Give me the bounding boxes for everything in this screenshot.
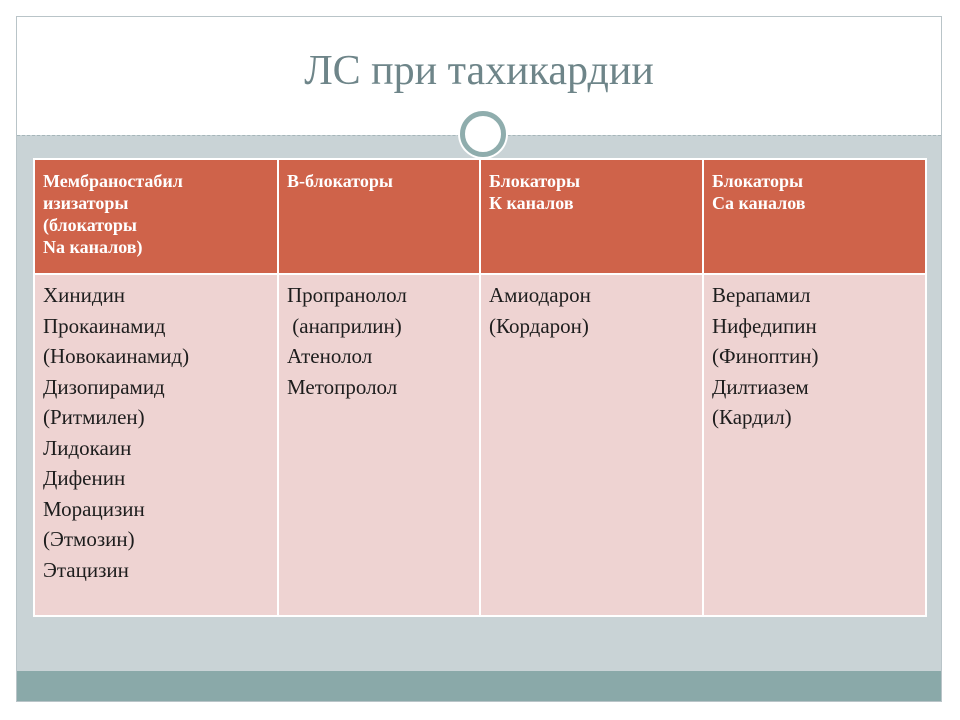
drug-name: Верапамил	[712, 283, 811, 307]
drug-name: (Кордарон)	[489, 313, 589, 338]
drug-name: Дилтиазем	[712, 374, 809, 399]
header-k-channel-blockers	[480, 159, 703, 274]
header-line: К каналов	[489, 193, 574, 213]
drug-name: (Новокаинамид)	[43, 344, 190, 368]
footer-band	[17, 671, 941, 701]
cell-k-channel-blockers	[480, 274, 703, 616]
cell-ca-channel-blockers	[703, 274, 926, 616]
drug-name: Пропранолол	[287, 283, 407, 307]
header-line: Са каналов	[712, 193, 806, 213]
drug-name: (Кардил)	[712, 405, 792, 429]
drug-name: Атенолол	[287, 344, 373, 368]
drug-name: Дизопирамид	[43, 374, 165, 399]
header-line: Мембраностабил	[43, 171, 183, 191]
table-header-row	[34, 159, 926, 274]
drug-name: Этацизин	[43, 557, 129, 582]
drug-name: Нифедипин	[712, 313, 817, 338]
drug-name: (Финоптин)	[712, 344, 819, 368]
header-membrane-stabilizers	[34, 159, 278, 274]
header-ca-channel-blockers	[703, 159, 926, 274]
drug-name: (Ритмилен)	[43, 405, 145, 429]
drug-name: Хинидин	[43, 283, 126, 307]
header-line: Блокаторы	[712, 171, 804, 191]
header-beta-blockers	[278, 159, 480, 274]
slide-title: ЛС при тахикардии	[304, 48, 654, 94]
drug-name: Морацизин	[43, 496, 145, 521]
cell-beta-blockers	[278, 274, 480, 616]
drug-name: (анаприлин)	[287, 313, 402, 338]
header-line: Блокаторы	[489, 171, 581, 191]
header-line: изизаторы	[43, 193, 129, 213]
cell-membrane-stabilizers	[34, 274, 278, 616]
drug-name: Метопролол	[287, 374, 398, 399]
header-line: (блокаторы	[43, 215, 137, 235]
drug-name: Лидокаин	[43, 435, 132, 460]
ring-ornament-icon	[460, 111, 506, 157]
slide-frame	[16, 16, 942, 702]
header-line: Na каналов)	[43, 237, 143, 257]
drug-class-table	[33, 158, 927, 617]
drug-name: Амиодарон	[489, 283, 591, 307]
drug-name: (Этмозин)	[43, 527, 135, 551]
header-line: B-блокаторы	[287, 171, 393, 191]
table-row	[34, 274, 926, 616]
drug-name: Дифенин	[43, 466, 126, 490]
drug-name: Прокаинамид	[43, 313, 166, 338]
